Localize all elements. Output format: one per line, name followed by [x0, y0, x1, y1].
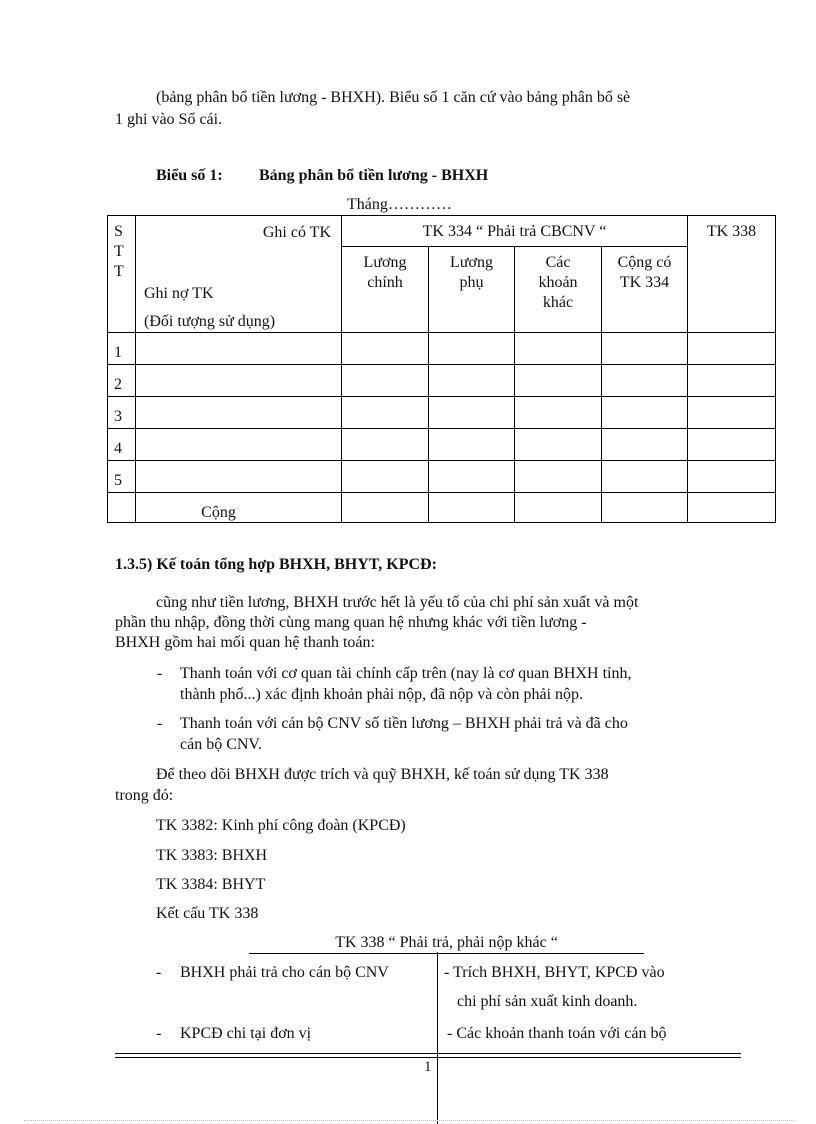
bullet-dash: - — [157, 665, 163, 682]
section-heading: 1.3.5) Kế toán tổng hợp BHXH, BHYT, KPCĐ: — [115, 556, 437, 573]
bullet1-line-2: thành phố...) xác định khoản phải nộp, đã nộp và còn phải nộp. — [180, 686, 584, 703]
debit-dash: - — [156, 964, 162, 981]
para1-line-2: phần thu nhập, đồng thời cùng mang quan hệ nhưng khác với tiền lương - — [115, 614, 587, 631]
table-month: Tháng………… — [347, 196, 452, 213]
sub-luong-phu: Lương phụ — [429, 247, 515, 333]
row-number: 3 — [108, 397, 136, 429]
page-number: 1 — [424, 1059, 432, 1075]
doi-tuong-label: (Đối tượng sử dụng) — [144, 313, 276, 330]
allocation-table — [107, 215, 776, 523]
debit-item-2: KPCĐ chi tại đơn vị — [180, 1025, 312, 1042]
total-label: Cộng — [136, 493, 342, 523]
para2-line-2: trong đó: — [115, 787, 174, 804]
footer-rule — [115, 1053, 741, 1054]
row-number: 1 — [108, 333, 136, 365]
para2-line-1: Để theo dõi BHXH được trích và quỹ BHXH, kế toán sử dụng TK 338 — [156, 766, 609, 783]
para1-line-3: BHXH gồm hai mối quan hệ thanh toán: — [115, 634, 375, 651]
t-account-divider — [437, 952, 438, 1124]
intro-line-1: (bảng phân bổ tiền lương - BHXH). Biểu số 1 căn cứ vào bảng phân bổ sè — [156, 89, 631, 106]
bullet-dash: - — [157, 715, 163, 732]
table-row — [108, 461, 776, 493]
bullet2-line-1: Thanh toán với cán bộ CNV số tiền lương – BHXH phải trả và đã cho — [180, 715, 628, 732]
account-3383: TK 3383: BHXH — [156, 847, 268, 864]
bullet1-line-1: Thanh toán với cơ quan tài chính cấp trên (nay là cơ quan BHXH tỉnh, — [180, 665, 632, 682]
credit-item-2: chi phí sản xuất kinh doanh. — [457, 993, 638, 1010]
tk338-header: TK 338 — [688, 216, 776, 333]
row-number: 4 — [108, 429, 136, 461]
account-3384: TK 3384: BHYT — [156, 876, 266, 893]
table-row — [108, 397, 776, 429]
table-row — [108, 365, 776, 397]
credit-item-3: - Các khoản thanh toán với cán bộ — [447, 1025, 667, 1042]
sub-cong-co-tk334: Cộng có TK 334 — [602, 247, 688, 333]
account-header — [136, 216, 342, 333]
tk334-header: TK 334 “ Phải trả CBCNV “ — [342, 216, 688, 247]
footer-rule — [115, 1057, 741, 1058]
structure-label: Kết cấu TK 338 — [156, 905, 259, 922]
debit-dash: - — [156, 1025, 162, 1042]
intro-line-2: 1 ghi vào Sổ cái. — [115, 111, 223, 128]
row-number: 2 — [108, 365, 136, 397]
t-account-title: TK 338 “ Phải trả, phải nộp khác “ — [249, 933, 644, 954]
total-row — [108, 493, 776, 523]
sub-cac-khoan-khac: Các khoản khác — [515, 247, 602, 333]
bullet2-line-2: cán bộ CNV. — [180, 736, 262, 753]
account-3382: TK 3382: Kinh phí công đoàn (KPCĐ) — [156, 817, 406, 834]
sub-luong-chinh: Lương chính — [342, 247, 429, 333]
ghi-no-label: Ghi nợ TK — [144, 285, 214, 302]
page-edge — [24, 1120, 794, 1121]
row-number: 5 — [108, 461, 136, 493]
table-row — [108, 429, 776, 461]
ghi-co-label: Ghi có TK — [262, 224, 331, 241]
stt-label: S T T — [114, 223, 124, 280]
table-label: Biểu số 1: — [156, 167, 223, 184]
para1-line-1: cũng như tiền lương, BHXH trước hết là yếu tố của chi phí sản xuất và một — [156, 594, 639, 611]
stt-header — [108, 216, 136, 333]
table-name: Bảng phân bổ tiền lương - BHXH — [259, 167, 489, 184]
table-row — [108, 333, 776, 365]
credit-item-1: - Trích BHXH, BHYT, KPCĐ vào — [444, 964, 665, 981]
debit-item-1: BHXH phải trả cho cán bộ CNV — [180, 964, 389, 981]
